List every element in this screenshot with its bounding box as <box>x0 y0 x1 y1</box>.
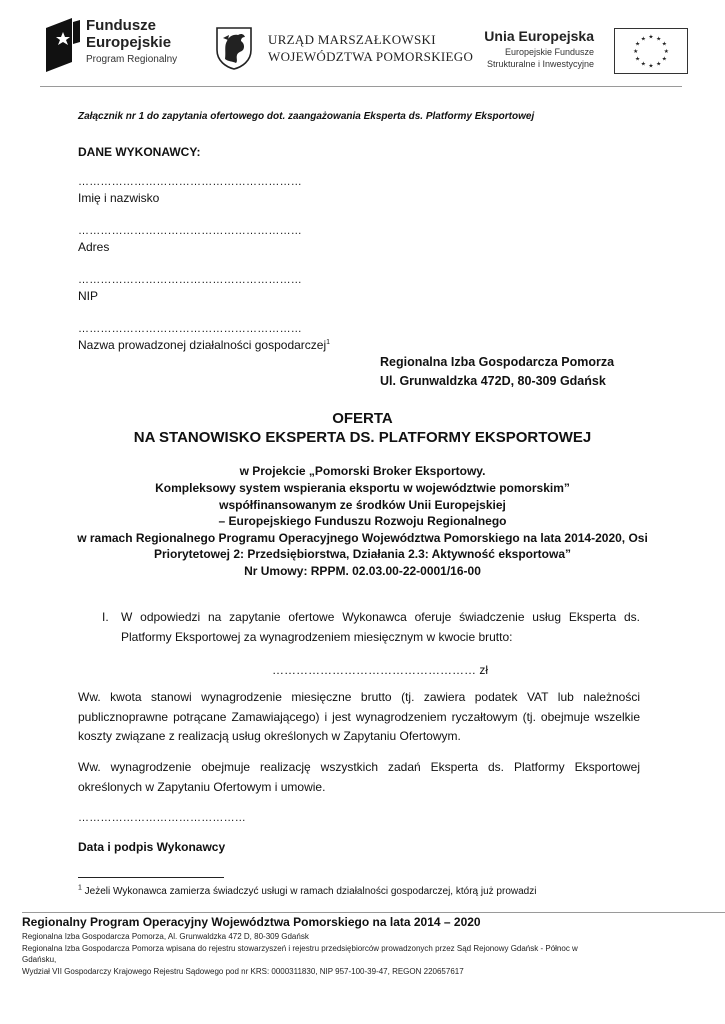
page-header <box>0 0 725 86</box>
project-line-4: – Europejskiego Funduszu Rozwoju Regionalnego <box>218 514 507 528</box>
offer-title: OFERTA <box>332 410 393 427</box>
footer-line-4: Wydział VII Gospodarczy Krajowego Rejestru Sądowego pod nr KRS: 0000311830, NIP 957-100-39-47, REGON 220657617 <box>22 967 464 976</box>
svg-text:★: ★ <box>648 34 654 41</box>
recipient-name: Regionalna Izba Gospodarcza Pomorza <box>380 355 615 369</box>
header-divider <box>40 86 682 87</box>
nip-label: NIP <box>78 289 99 303</box>
fundusze-europejskie-mark-icon <box>46 18 80 72</box>
project-line-5: w ramach Regionalnego Programu Operacyjnego Województwa Pomorskiego na lata 2014-2020, Osi <box>77 531 648 545</box>
footnote-text: Jeżeli Wykonawca zamierza świadczyć usługi w ramach działalności gospodarczej, którą już prowadzi <box>81 886 537 897</box>
footer-line-1: Regionalna Izba Gospodarcza Pomorza, Al. Grunwaldzka 472 D, 80-309 Gdańsk <box>22 932 309 941</box>
svg-text:★: ★ <box>633 48 639 55</box>
remuneration-paragraph: Ww. kwota stanowi wynagrodzenie miesięczne brutto (tj. zawiera podatek VAT lub należności publicznoprawne potrącane Zamawiającego) i jest wynagrodzeniem ryczałtowym (tj. obejmuje wszelkie koszty związane z realizacją usług określonych w Zapytaniu Ofertowym. <box>78 690 640 743</box>
footnote <box>78 886 536 897</box>
footnote-ref: 1 <box>326 339 331 346</box>
business-dotted-line: …………………………………………………… <box>78 323 302 335</box>
scope-paragraph: Ww. wynagrodzenie obejmuje realizację wszystkich zadań Eksperta ds. Platformy Eksportowej określonych w Zapytaniu Ofertowym i umowie. <box>78 760 640 794</box>
section-numeral: I. <box>102 610 109 624</box>
footer-title: Regionalny Program Operacyjny Województwa Pomorskiego na lata 2014 – 2020 <box>22 915 481 929</box>
fe-line-2: Europejskie <box>86 34 172 51</box>
project-line-1: w Projekcie „Pomorski Broker Eksportowy. <box>239 464 486 478</box>
signature-label: Data i podpis Wykonawcy <box>78 840 226 854</box>
fe-line-3: Program Regionalny <box>86 54 178 65</box>
um-line-1: URZĄD MARSZAŁKOWSKI <box>268 32 436 47</box>
project-line-6: Priorytetowej 2: Przedsiębiorstwa, Działania 2.3: Aktywność eksportowa” <box>153 547 572 561</box>
address-label: Adres <box>78 240 110 254</box>
fundusze-europejskie-logo <box>46 16 186 76</box>
urzad-marszalkowski-logo <box>214 26 474 70</box>
name-label: Imię i nazwisko <box>78 191 160 205</box>
unia-europejska-logo <box>478 22 688 72</box>
footer-divider <box>22 912 725 913</box>
fe-line-1: Fundusze <box>86 17 156 34</box>
eu-flag-icon <box>614 28 688 74</box>
svg-text:★: ★ <box>640 36 646 43</box>
ue-line-3: Strukturalne i Inwestycyjne <box>486 59 594 69</box>
section-1-text <box>121 608 640 647</box>
project-line-3: współfinansowanym ze środków Unii Europejskiej <box>219 498 506 512</box>
offer-subtitle: NA STANOWISKO EKSPERTA DS. PLATFORMY EKSPORTOWEJ <box>133 429 592 446</box>
address-dotted-line: …………………………………………………… <box>78 225 302 237</box>
section-1-body: W odpowiedzi na zapytanie ofertowe Wykonawca oferuje świadczenie usług Eksperta ds. Platformy Eksportowej za wynagrodzeniem miesięcznym w kwocie brutto: <box>121 610 640 644</box>
um-line-2: WOJEWÓDZTWA POMORSKIEGO <box>268 49 474 64</box>
project-line-7: Nr Umowy: RPPM. 02.03.00-22-0001/16-00 <box>244 564 481 578</box>
svg-text:★: ★ <box>663 48 669 55</box>
svg-text:★: ★ <box>656 36 662 43</box>
project-line-2: Kompleksowy system wspierania eksportu w województwie pomorskim” <box>155 481 570 495</box>
svg-text:★: ★ <box>656 61 662 68</box>
svg-text:★: ★ <box>640 61 646 68</box>
footer-line-2: Regionalna Izba Gospodarcza Pomorza wpisana do rejestru stowarzyszeń i rejestru przedsiębiorców prowadzonych przez Sąd Rejonowy Gdańsk - Północ w <box>22 944 578 953</box>
footnote-mark: 1 <box>78 884 82 892</box>
contractor-data-heading: DANE WYKONAWCY: <box>78 145 201 159</box>
footer-line-3: Gdańsku, <box>22 955 57 964</box>
svg-text:★: ★ <box>661 41 667 48</box>
annex-note: Załącznik nr 1 do zapytania ofertowego dot. zaangażowania Eksperta ds. Platformy Eksportowej <box>78 111 535 122</box>
svg-text:★: ★ <box>635 41 641 48</box>
signature-dotted-line: ……………………………………… <box>78 812 246 824</box>
ue-line-1: Unia Europejska <box>484 28 594 44</box>
svg-text:★: ★ <box>635 56 641 63</box>
svg-text:★: ★ <box>648 63 654 70</box>
svg-text:★: ★ <box>661 56 667 63</box>
recipient-address: Ul. Grunwaldzka 472D, 80-309 Gdańsk <box>380 374 606 388</box>
business-label <box>78 338 330 352</box>
name-dotted-line: …………………………………………………… <box>78 176 302 188</box>
nip-dotted-line: …………………………………………………… <box>78 274 302 286</box>
amount-field: …………………………………………… zł <box>272 663 488 677</box>
ue-line-2: Europejskie Fundusze <box>504 47 594 57</box>
business-label-text: Nazwa prowadzonej działalności gospodarczej <box>78 338 327 352</box>
griffin-crest-icon <box>214 26 254 70</box>
footnote-divider <box>78 877 224 878</box>
